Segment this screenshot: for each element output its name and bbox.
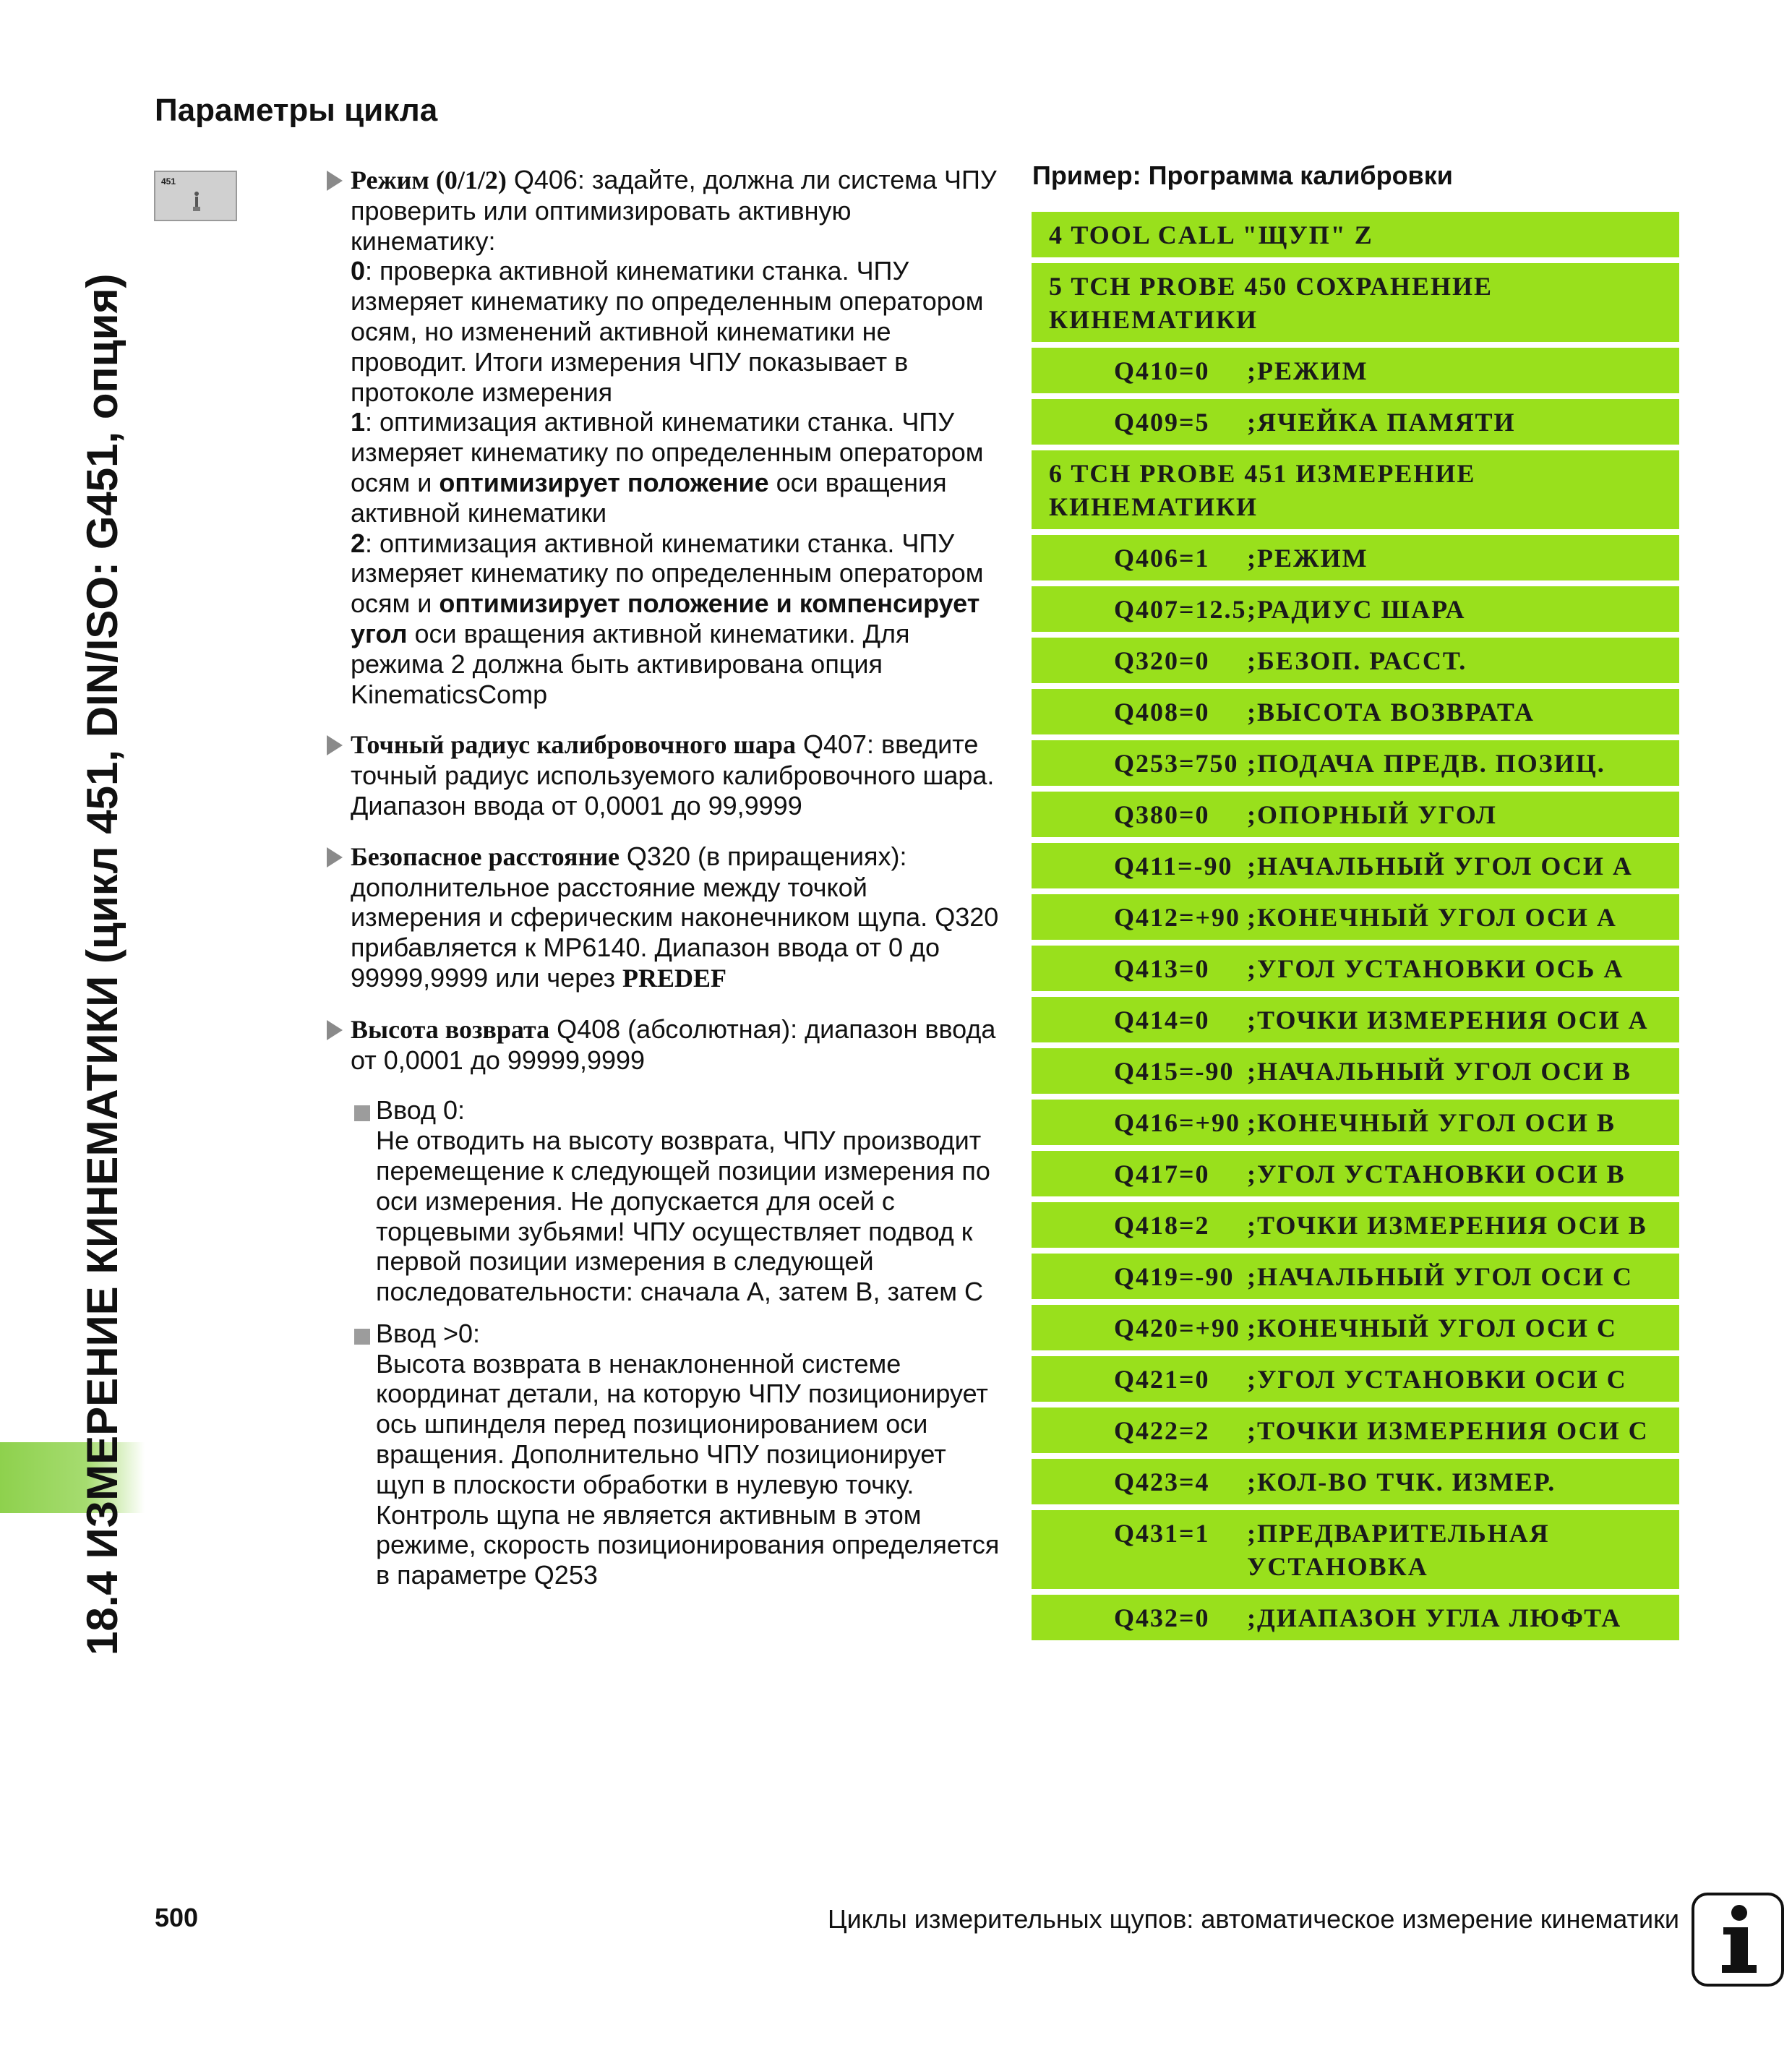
param-q408	[325, 1014, 1001, 1076]
param-comment: ;ПРЕДВАРИТЕЛЬНАЯ УСТАНОВКА	[1247, 1519, 1550, 1581]
param-code: Q407=12.5	[1114, 595, 1247, 624]
program-param-line	[1032, 997, 1679, 1042]
q408-option-gt0	[325, 1319, 1001, 1590]
param-name: Безопасное расстояние	[351, 841, 620, 871]
program-param-line	[1032, 1048, 1679, 1094]
bullet-triangle-icon	[327, 735, 343, 755]
mode-0: 0: проверка активной кинематики станка. ЧПУ измеряет кинематику по определенным оператором осям, но изменений активной кинематики не проводит. Итоги измерения ЧПУ показывает в протоколе измерения	[351, 256, 984, 407]
param-code: Q414=0	[1114, 1006, 1210, 1034]
param-comment: ;ОПОРНЫЙ УГОЛ	[1247, 800, 1497, 829]
program-param-line	[1032, 689, 1679, 734]
chapter-title: 18.4 ИЗМЕРЕНИЕ КИНЕМАТИКИ (цикл 451, DIN/ISO: G451, опция)	[78, 273, 127, 1655]
param-code: Q422=2	[1114, 1416, 1210, 1445]
param-code: Q253=750	[1114, 749, 1239, 778]
param-code: Q406=1	[1114, 544, 1210, 573]
param-desc: Q406: задайте, должна ли система ЧПУ проверить или оптимизировать активную кинематику:	[351, 165, 997, 256]
chapter-side-tab	[0, 0, 145, 2048]
program-param-line	[1032, 399, 1679, 445]
param-code: Q409=5	[1114, 408, 1210, 437]
param-comment: ;ВЫСОТА ВОЗВРАТА	[1247, 698, 1535, 727]
cycle-softkey	[154, 171, 237, 221]
param-code: Q423=4	[1114, 1468, 1210, 1496]
program-param-line	[1032, 894, 1679, 940]
parameter-list	[325, 165, 1001, 1602]
program-param-line	[1032, 1254, 1679, 1299]
param-comment: ;КОНЕЧНЫЙ УГОЛ ОСИ A	[1247, 903, 1617, 932]
param-code: Q420=+90	[1114, 1314, 1241, 1342]
param-code: Q417=0	[1114, 1160, 1210, 1188]
q408-option-0	[325, 1095, 1001, 1307]
param-comment: ;ЯЧЕЙКА ПАМЯТИ	[1247, 408, 1516, 437]
option-title: Ввод >0:	[376, 1318, 481, 1348]
program-block	[1032, 263, 1679, 342]
param-comment: ;РЕЖИМ	[1247, 544, 1368, 573]
example-heading: Пример: Программа калибровки	[1032, 160, 1453, 190]
mode-2: 2: оптимизация активной кинематики станка. ЧПУ измеряет кинематику по определенным оператором осям и оптимизирует положение и компенсирует угол оси вращения активной кинематики. Для режима 2 должна быть активирована опция KinematicsComp	[351, 528, 984, 709]
program-param-line	[1032, 946, 1679, 991]
param-comment: ;КОЛ-ВО ТЧК. ИЗМЕР.	[1247, 1468, 1556, 1496]
param-code: Q411=-90	[1114, 852, 1233, 881]
param-comment: ;УГОЛ УСТАНОВКИ ОСИ C	[1247, 1365, 1627, 1394]
param-desc: Q407: введите точный радиус используемого калибровочного шара. Диапазон ввода от 0,0001 до 99,9999	[351, 729, 995, 821]
bullet-triangle-icon	[327, 171, 343, 191]
program-param-line	[1032, 792, 1679, 837]
param-q406	[325, 165, 1001, 709]
param-comment: ;КОНЕЧНЫЙ УГОЛ ОСИ C	[1247, 1314, 1617, 1342]
param-code: Q415=-90	[1114, 1057, 1235, 1086]
mode-1: 1: оптимизация активной кинематики станка. ЧПУ измеряет кинематику по определенным оператором осям и оптимизирует положение оси вращения активной кинематики	[351, 407, 984, 528]
param-comment: ;ДИАПАЗОН УГЛА ЛЮФТА	[1247, 1603, 1622, 1632]
param-name: Высота возврата	[351, 1014, 550, 1044]
param-comment: ;НАЧАЛЬНЫЙ УГОЛ ОСИ C	[1247, 1262, 1633, 1291]
option-title: Ввод 0:	[376, 1095, 465, 1126]
program-param-line	[1032, 535, 1679, 580]
predef-keyword: PREDEF	[622, 963, 726, 993]
program-param-line	[1032, 1356, 1679, 1402]
param-comment: ;УГОЛ УСТАНОВКИ ОСЬ A	[1247, 954, 1624, 983]
param-code: Q421=0	[1114, 1365, 1210, 1394]
program-param-line	[1032, 586, 1679, 632]
param-code: Q418=2	[1114, 1211, 1210, 1240]
param-desc: Q408 (абсолютная): диапазон ввода от 0,0001 до 99999,9999	[351, 1014, 996, 1075]
param-code: Q380=0	[1114, 800, 1210, 829]
param-code: Q413=0	[1114, 954, 1210, 983]
param-name: Режим (0/1/2)	[351, 166, 507, 194]
program-param-line	[1032, 740, 1679, 786]
example-program	[1032, 212, 1679, 1640]
param-code: Q419=-90	[1114, 1262, 1235, 1291]
option-text: Высота возврата в ненаклоненной системе координат детали, на которую ЧПУ позиционирует ось шпинделя перед позиционированием оси вращения. Дополнительно ЧПУ позиционирует щуп в плоскости обработки в нулевую точку. Контроль щупа не является активным в этом режиме, скорость позиционирования определяется в параметре Q253	[376, 1348, 1000, 1590]
param-comment: ;ПОДАЧА ПРЕДВ. ПОЗИЦ.	[1247, 749, 1605, 778]
param-code: Q408=0	[1114, 698, 1210, 727]
program-param-line	[1032, 1202, 1679, 1248]
param-comment: ;БЕЗОП. РАССТ.	[1247, 646, 1467, 675]
program-param-line	[1032, 348, 1679, 393]
program-block	[1032, 450, 1679, 529]
param-code: Q432=0	[1114, 1603, 1210, 1632]
param-code: Q410=0	[1114, 356, 1210, 385]
param-desc: Q320 (в приращениях): дополнительное расстояние между точкой измерения и сферическим наконечником щупа. Q320 прибавляется к MP6140. Диапазон ввода от 0 до 99999,9999 или через	[351, 841, 999, 993]
program-param-line	[1032, 843, 1679, 888]
program-param-line	[1032, 1305, 1679, 1350]
param-comment: ;УГОЛ УСТАНОВКИ ОСИ B	[1247, 1160, 1626, 1188]
bullet-square-icon	[354, 1329, 370, 1345]
program-param-line	[1032, 1510, 1679, 1589]
bullet-square-icon	[354, 1105, 370, 1121]
param-code: Q412=+90	[1114, 903, 1241, 932]
option-text: Не отводить на высоту возврата, ЧПУ производит перемещение к следующей позиции измерения по оси измерения. Не допускается для осей с торцевыми зубьями! ЧПУ осуществляет подвод к первой позиции измерения в следующей последовательности: сначала A, затем B, затем C	[376, 1126, 990, 1307]
program-param-line	[1032, 1459, 1679, 1504]
program-param-line	[1032, 1408, 1679, 1453]
program-param-line	[1032, 1595, 1679, 1640]
section-heading: Параметры цикла	[155, 93, 438, 128]
probe-icon	[192, 191, 202, 214]
footer-title: Циклы измерительных щупов: автоматическое измерение кинематики	[827, 1904, 1679, 1934]
param-comment: ;ТОЧКИ ИЗМЕРЕНИЯ ОСИ A	[1247, 1006, 1649, 1034]
program-param-line	[1032, 638, 1679, 683]
block-text: 4 TOOL CALL "ЩУП" Z	[1049, 220, 1373, 249]
block-text: 6 TCH PROBE 451 ИЗМЕРЕНИЕ КИНЕМАТИКИ	[1049, 459, 1476, 521]
bullet-triangle-icon	[327, 847, 343, 867]
bullet-triangle-icon	[327, 1020, 343, 1040]
page-number: 500	[155, 1903, 199, 1932]
info-icon[interactable]	[1692, 1893, 1784, 1987]
param-q320	[325, 841, 1001, 994]
param-name: Точный радиус калибровочного шара	[351, 730, 796, 760]
param-comment: ;ТОЧКИ ИЗМЕРЕНИЯ ОСИ C	[1247, 1416, 1649, 1445]
param-code: Q320=0	[1114, 646, 1210, 675]
param-comment: ;НАЧАЛЬНЫЙ УГОЛ ОСИ A	[1247, 852, 1633, 881]
softkey-number: 451	[161, 176, 176, 187]
param-code: Q431=1	[1114, 1519, 1210, 1548]
param-comment: ;КОНЕЧНЫЙ УГОЛ ОСИ B	[1247, 1108, 1616, 1137]
param-comment: ;РАДИУС ШАРА	[1247, 595, 1466, 624]
block-text: 5 TCH PROBE 450 СОХРАНЕНИЕ КИНЕМАТИКИ	[1049, 272, 1493, 334]
program-param-line	[1032, 1100, 1679, 1145]
param-comment: ;НАЧАЛЬНЫЙ УГОЛ ОСИ B	[1247, 1057, 1632, 1086]
param-comment: ;ТОЧКИ ИЗМЕРЕНИЯ ОСИ B	[1247, 1211, 1647, 1240]
param-q407	[325, 729, 1001, 821]
program-block	[1032, 212, 1679, 257]
program-param-line	[1032, 1151, 1679, 1196]
param-comment: ;РЕЖИМ	[1247, 356, 1368, 385]
param-code: Q416=+90	[1114, 1108, 1241, 1137]
